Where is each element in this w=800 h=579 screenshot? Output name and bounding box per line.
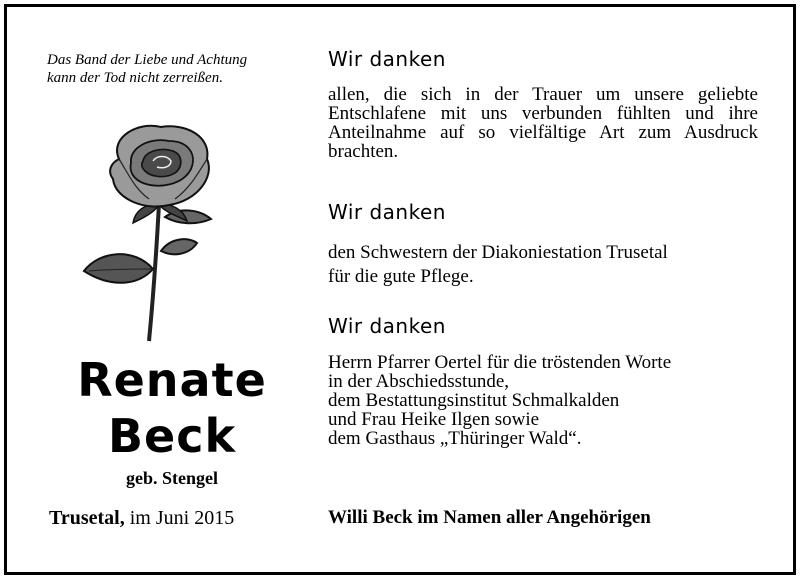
section-3-line-2: in der Abschiedsstunde, bbox=[328, 371, 510, 392]
section-3-line-4: und Frau Heike Ilgen sowie bbox=[328, 409, 540, 430]
section-2-line-2: für die gute Pflege. bbox=[328, 266, 474, 287]
section-2-text bbox=[328, 241, 758, 289]
place: Trusetal, bbox=[49, 507, 125, 529]
section-3-line-1: Herrn Pfarrer Oertel für die tröstenden Worte bbox=[328, 352, 672, 373]
section-1-text: allen, die sich in der Trauer um unsere geliebte Entschlafene mit uns verbunden fühlten und ihre Anteilnahme auf so vielfältige Art zum Ausdruck brachten. bbox=[328, 84, 758, 162]
deceased-last-name: Beck bbox=[107, 409, 237, 463]
section-3-text bbox=[328, 353, 758, 448]
deceased-first-name: Renate bbox=[77, 353, 267, 407]
motto-line-2: kann der Tod nicht zerreißen. bbox=[47, 70, 223, 86]
signature: Willi Beck im Namen aller Angehörigen bbox=[328, 507, 651, 528]
section-3-heading: Wir danken bbox=[328, 314, 446, 338]
date: im Juni 2015 bbox=[129, 507, 235, 529]
motto-line-1: Das Band der Liebe und Achtung bbox=[47, 52, 248, 68]
rose-icon bbox=[79, 119, 229, 344]
motto bbox=[47, 51, 297, 87]
place-date bbox=[49, 507, 234, 530]
obituary-card bbox=[4, 4, 796, 575]
section-3-line-5: dem Gasthaus „Thüringer Wald“. bbox=[328, 428, 582, 449]
section-2-heading: Wir danken bbox=[328, 200, 446, 224]
maiden-name: geb. Stengel bbox=[126, 468, 218, 488]
section-1-heading: Wir danken bbox=[328, 47, 446, 71]
section-2-line-1: den Schwestern der Diakoniestation Trusetal bbox=[328, 242, 668, 263]
section-3-line-3: dem Bestattungsinstitut Schmalkalden bbox=[328, 390, 620, 411]
